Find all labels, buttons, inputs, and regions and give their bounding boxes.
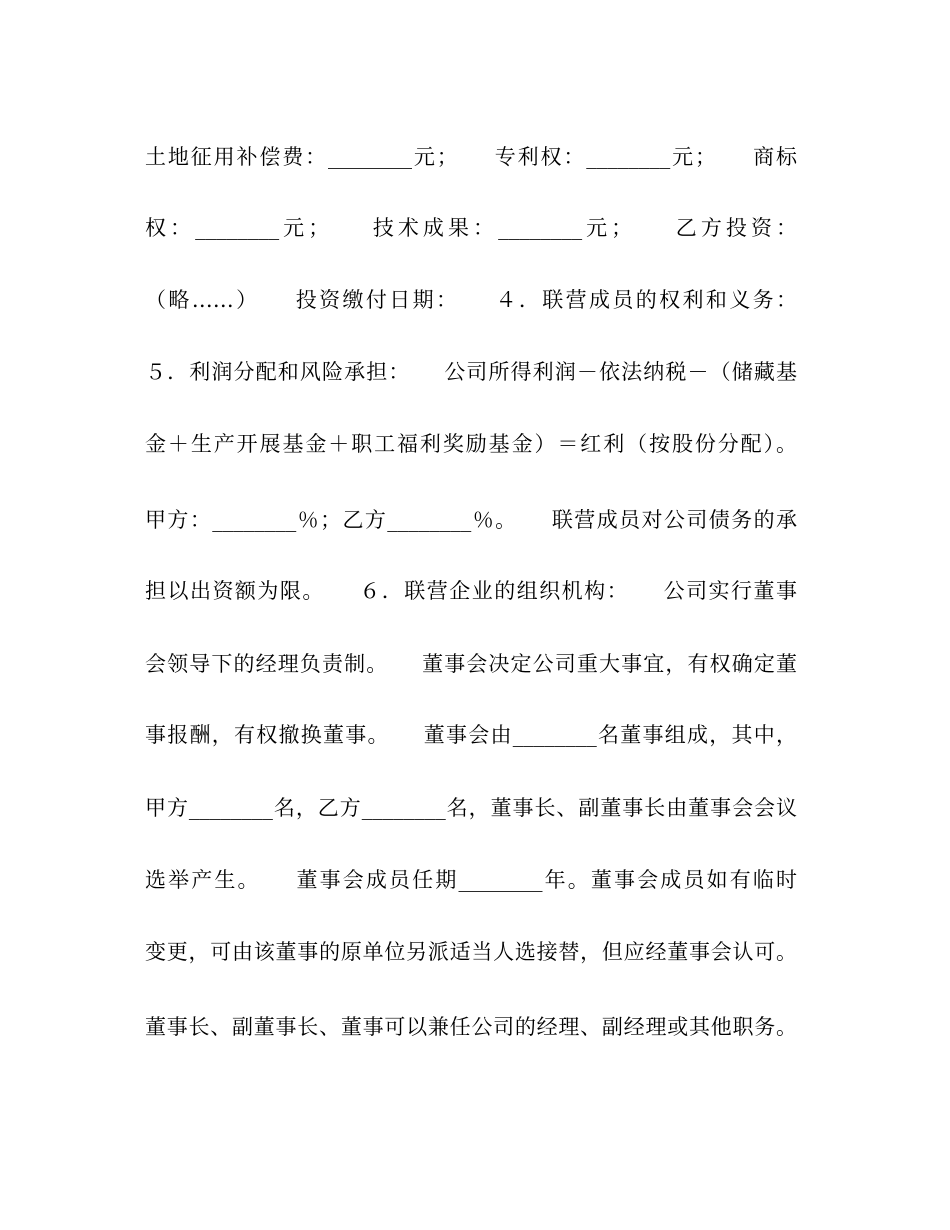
text-line: 甲方________名，乙方________名，董事长、副董事长由董事会会议 [145,796,797,820]
text-line: 变更，可由该董事的原单位另派适当人选接替，但应经董事会认可。 [145,940,797,964]
text-line: 金＋生产开展基金＋职工福利奖励基金）＝红利（按股份分配）。 [145,432,797,456]
text-line: 事报酬，有权撤换董事。 董事会由________名董事组成，其中， [145,723,797,747]
text-line: 会领导下的经理负责制。 董事会决定公司重大事宜，有权确定董 [145,652,797,676]
text-line: 董事长、副董事长、董事可以兼任公司的经理、副经理或其他职务。 [145,1015,797,1039]
text-line: （略……） 投资缴付日期： ４．联营成员的权利和义务： [145,288,797,312]
text-line: 土地征用补偿费：________元； 专利权：________元； 商标 [145,145,797,169]
text-line: 甲方：________％；乙方________％。 联营成员对公司债务的承 [145,508,797,532]
text-line: 权：________元； 技术成果：________元； 乙方投资： [145,216,797,240]
text-line: ５．利润分配和风险承担： 公司所得利润－依法纳税－（储藏基 [145,360,797,384]
text-line: 担以出资额为限。 ６．联营企业的组织机构： 公司实行董事 [145,579,797,603]
text-line: 选举产生。 董事会成员任期________年。董事会成员如有临时 [145,868,797,892]
